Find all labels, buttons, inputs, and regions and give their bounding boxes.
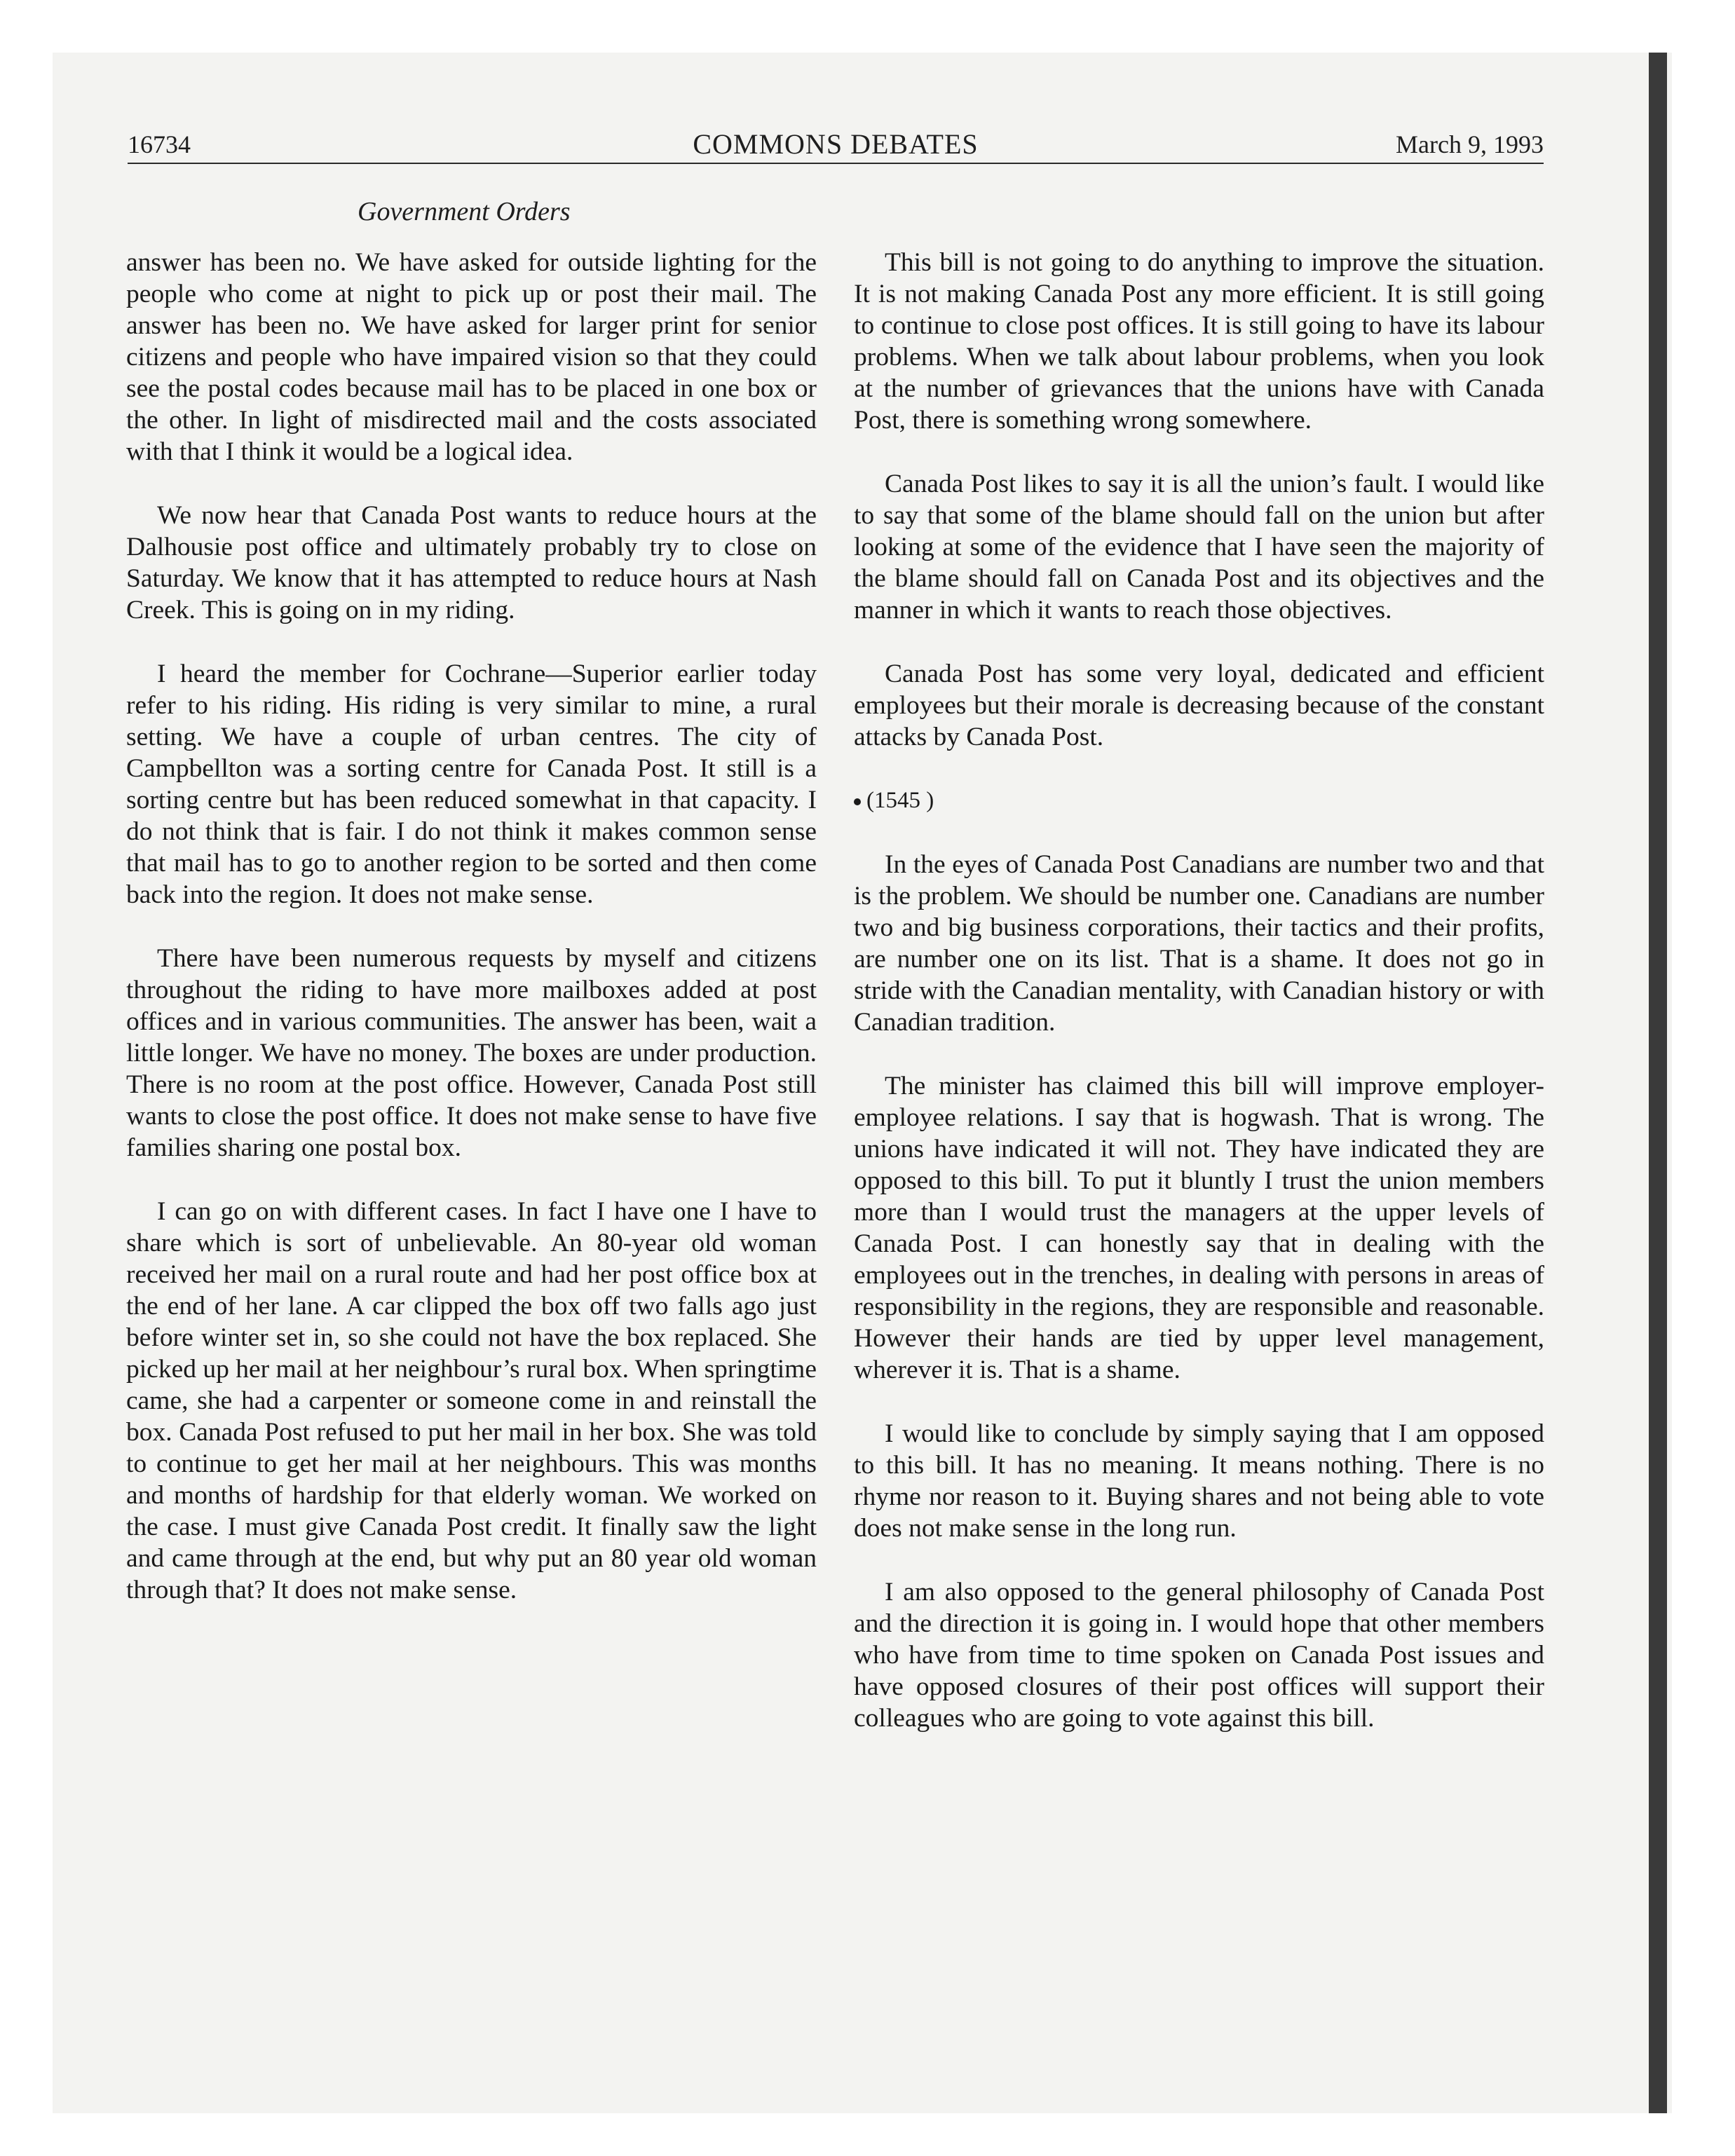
- paragraph: I heard the member for Cochrane—Superior earlier today refer to his riding. His riding is very similar to mine, a rural setting. We have a couple of urban centres. The city of Campbellton was a sorting centre for Canada Post. It still is a sorting centre but has been reduced somewhat in that capacity. I do not think that is fair. I do not think it makes common sense that mail has to go to another region to be sorted and then come back into the region. It does not make sense.: [126, 660, 817, 909]
- paragraph: We now hear that Canada Post wants to reduce hours at the Dalhousie post office and ultimately probably try to close on Saturday. We know that it has attempted to reduce hours at Nash Creek. This is going on in my riding.: [126, 501, 817, 625]
- binding-edge: [1649, 53, 1667, 2113]
- timestamp-marker: [854, 785, 1544, 817]
- page-date: March 9, 1993: [1396, 130, 1544, 158]
- paragraph: There have been numerous requests by myself and citizens throughout the riding to have more mailboxes added at post offices and in various communities. The answer has been, wait a little longer. We have no money. The boxes are under production. There is no room at the post office. However, Canada Post still wants to close the post office. It does not make sense to have five families sharing one postal box.: [126, 944, 817, 1162]
- journal-title: COMMONS DEBATES: [693, 128, 979, 160]
- paragraph: I would like to conclude by simply saying that I am opposed to this bill. It has no meaning. It means nothing. There is no rhyme nor reason to it. Buying shares and not being able to vote does not make sense in the long run.: [854, 1419, 1544, 1543]
- section-heading: Government Orders: [358, 197, 571, 226]
- paragraph: I can go on with different cases. In fact I have one I have to share which is sort of unbelievable. An 80-year old woman received her mail on a rural route and had her post office box at the end of her lane. A car clipped the box off two falls ago just before winter set in, so she could not have the box replaced. She picked up her mail at her neighbour’s rural box. When springtime came, she had a carpenter or someone come in and reinstall the box. Canada Post refused to put her mail in her box. She was told to continue to get her mail at her neighbours. This was months and months of hardship for that elderly woman. We worked on the case. I must give Canada Post credit. It finally saw the light and came through at the end, but why put an 80 year old woman through that? It does not make sense.: [126, 1197, 817, 1604]
- page-header: [128, 126, 1544, 164]
- timestamp-text: (1545 ): [866, 788, 934, 813]
- paragraph: Canada Post likes to say it is all the union’s fault. I would like to say that some of the blame should fall on the union but after looking at some of the evidence that I have seen the majority of the blame should fall on Canada Post and its objectives and the manner in which it wants to reach those objectives.: [854, 470, 1544, 625]
- paragraph: I am also opposed to the general philosophy of Canada Post and the direction it is going in. I would hope that other members who have from time to time spoken on Canada Post issues and have opposed closures of their post offices will support their colleagues who are going to vote against this bill.: [854, 1578, 1544, 1733]
- left-column: [126, 247, 817, 1638]
- paragraph: In the eyes of Canada Post Canadians are number two and that is the problem. We should be number one. Canadians are number two and big business corporations, their tactics and their profits, are number one on its list. That is a shame. It does not go in stride with the Canadian mentality, with Canadian history or with Canadian tradition.: [854, 850, 1544, 1037]
- right-column: [854, 247, 1544, 1766]
- bullet-icon: [854, 798, 861, 805]
- paragraph: Canada Post has some very loyal, dedicated and efficient employees but their morale is decreasing because of the constant attacks by Canada Post.: [854, 660, 1544, 751]
- paragraph: The minister has claimed this bill will improve employer-employee relations. I say that is hogwash. That is wrong. The unions have indicated it will not. They have indicated they are opposed to this bill. To put it bluntly I trust the union members more than I would trust the managers at the upper levels of Canada Post. I can honestly say that in dealing with the employees out in the trenches, in dealing with persons in areas of responsibility in the regions, they are responsible and reasonable. However their hands are tied by upper level management, wherever it is. That is a shame.: [854, 1072, 1544, 1384]
- page-number: 16734: [128, 130, 191, 158]
- paragraph: answer has been no. We have asked for outside lighting for the people who come at night to pick up or post their mail. The answer has been no. We have asked for larger print for senior citizens and people who have impaired vision so that they could see the postal codes because mail has to be placed in one box or the other. In light of misdirected mail and the costs associated with that I think it would be a logical idea.: [126, 248, 817, 466]
- paragraph: This bill is not going to do anything to improve the situation. It is not making Canada Post any more efficient. It is still going to continue to close post offices. It is still going to have its labour problems. When we talk about labour problems, when you look at the number of grievances that the unions have with Canada Post, there is something wrong somewhere.: [854, 248, 1544, 435]
